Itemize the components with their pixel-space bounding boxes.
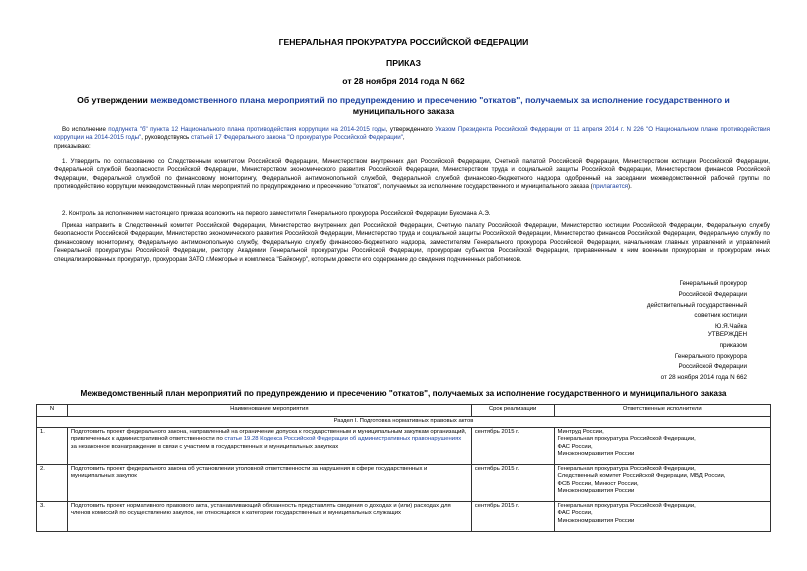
row-number: 1. [37, 427, 68, 464]
preamble-text: , руководствуясь [141, 134, 191, 142]
approval-line: УТВЕРЖДЕН [707, 331, 747, 338]
clause-1-text: 1. Утвердить по согласованию со Следственным комитетом Российской Федерации, Министерством внутренних дел Российской Федерации, Счетной палатой Российской Федерации, Министерством юстиции Российской Федерации, Федеральной службой безопасности Российской Федерации, Министерством экономического развития Российской Федерации, Министерством труда и социальной защиты Российской Федерации, Министерством финансов Российской Федерации, Федеральной службой по финансовому мониторингу, Федеральной антимонопольной службой, Федеральной службой финансово-бюджетного надзора одобренный на заседании межведомственной рабочей группы по противодействию коррупции межведомственный план мероприятий по предупреждению и пресечению "откатов", получаемых за исполнение государственного и муниципального заказа ( [54, 158, 770, 191]
clause-1 [54, 158, 770, 192]
signature-line: Генеральный прокурор [679, 280, 747, 287]
row-term: сентябрь 2015 г. [471, 464, 554, 501]
column-header-term: Срок реализации [471, 405, 554, 417]
section-title: Раздел I. Подготовка нормативных правовых актов [37, 417, 771, 428]
row-measure [67, 427, 471, 464]
row-executors [554, 427, 770, 464]
signature-line: действительный государственный [646, 301, 747, 309]
order-word: приказываю: [54, 142, 91, 150]
executor: Следственный комитет Российской Федерации, МВД России, [557, 473, 726, 480]
preamble-text: Во исполнение [62, 126, 109, 133]
column-header-name: Наименование мероприятия [67, 405, 471, 417]
preamble [54, 126, 770, 151]
clause-1-paragraph [54, 158, 770, 192]
preamble-text: , утвержденного [385, 126, 436, 133]
koap-article-link[interactable]: статье 19.28 Кодекса Российской Федерации об административных правонарушениях [224, 436, 462, 443]
approval-block [547, 330, 747, 384]
approval-line: Генерального прокурора [674, 352, 747, 360]
subject-suffix: муниципального заказа [352, 106, 455, 116]
clause-1-end: ). [628, 183, 632, 191]
law-article-link[interactable]: статьей 17 Федерального закона "О прокуратуре Российской Федерации" [190, 134, 403, 142]
executor: Минэкономразвития России [557, 517, 635, 524]
signature-line: Российской Федерации [678, 290, 747, 298]
document-date-number: от 28 ноября 2014 года N 662 [342, 76, 465, 86]
row-term: сентябрь 2015 г. [471, 427, 554, 464]
preamble-paragraph [54, 126, 770, 143]
clause-3 [54, 222, 770, 264]
clause-3-text: Приказ направить в Следственный комитет Российской Федерации, Министерство внутренних дел Российской Федерации, Счетную палату Российской Федерации, Министерство юстиции Российской Федерации, Федеральную службу безопасности Российской Федерации, Министерство экономического развития Российской Федерации, Министерство труда и социальной защиты Российской Федерации, Министерство финансов Российской Федерации, Федеральную службу по финансовому мониторингу, Федеральную антимонопольную службу, Федеральную службу финансово-бюджетного надзора, заместителям Генерального прокурора Российской Федерации, начальникам главных управлений и управлений Генеральной прокуратуры Российской Федерации, ректору Академии Генеральной прокуратуры Российской Федерации, прокурорам субъектов Российской Федерации, приравненным к ним военным прокурорам и прокурорам иных специализированных прокуратур, прокурорам ЗАТО г.Межгорье и комплекса "Байконур", которым довести его содержание до сведения подчиненных работников. [54, 222, 770, 263]
row-measure: Подготовить проект нормативного правового акта, устанавливающий обязанность представлять сведения о доходах и (или) расходах для членов комиссий по осуществлению закупок, не относящихся к категории государственных и муниципальных служащих [67, 501, 471, 531]
signature-line: Ю.Я.Чайка [714, 323, 747, 331]
measure-text: за незаконное вознаграждение в связи с участием в государственных и муниципальных закупках [70, 443, 339, 450]
executor: Минэкономразвития России [557, 451, 635, 458]
row-number: 2. [37, 464, 68, 501]
preamble-text: , [402, 134, 405, 142]
row-executors [554, 464, 770, 501]
executor: ФСБ России, Минюст России, [557, 480, 639, 487]
subject-link[interactable]: межведомственного плана мероприятий по предупреждению и пресечению "откатов", получаемых за исполнение государственного и [150, 95, 730, 105]
executor: Минтруд России, [557, 428, 604, 435]
approval-line: Российской Федерации [678, 363, 747, 371]
table-row [37, 501, 771, 531]
row-executors [554, 501, 770, 531]
signature-line: советник юстиции [694, 312, 747, 320]
clause-2-text: 2. Контроль за исполнением настоящего приказа возложить на первого заместителя Генерального прокурора Российской Федерации Буксмана А.Э. [62, 210, 491, 217]
executor: Генеральная прокуратура Российской Федерации, [557, 502, 696, 509]
measure-text: Подготовить проект федерального закона, направленный на ограничение допуска к государственным и муниципальным закупкам организаций, привлеченных к административной ответственности по [70, 428, 467, 443]
plan-table [36, 404, 771, 532]
signature-block [547, 279, 747, 333]
plan-title: Межведомственный план мероприятий по предупреждению и пресечению "откатов", получаемых за исполнение государственного и муниципального заказа [80, 389, 727, 398]
row-number: 3. [37, 501, 68, 531]
executor: Минэкономразвития России [557, 488, 635, 495]
section-row [37, 417, 771, 428]
organization-title: ГЕНЕРАЛЬНАЯ ПРОКУРАТУРА РОССИЙСКОЙ ФЕДЕРАЦИИ [278, 37, 529, 47]
subject-prefix: Об утверждении [77, 95, 151, 105]
annex-link[interactable]: прилагается [592, 183, 629, 191]
executor: ФАС России, [557, 443, 593, 450]
executor: ФАС России, [557, 510, 593, 517]
document-subject [60, 95, 747, 117]
table-header-row [37, 405, 771, 417]
table-row [37, 464, 771, 501]
approval-line: от 28 ноября 2014 года N 662 [660, 374, 747, 382]
row-term: сентябрь 2015 г. [471, 501, 554, 531]
clause-2 [54, 210, 770, 218]
executor: Генеральная прокуратура Российской Федерации, [557, 436, 696, 443]
executor: Генеральная прокуратура Российской Федерации, [557, 465, 696, 472]
column-header-executors: Ответственные исполнители [554, 405, 770, 417]
national-plan-link[interactable]: подпункта "б" пункта 12 Национального плана противодействия коррупции на 2014-2015 годы [108, 126, 386, 133]
table-row [37, 427, 771, 464]
row-measure: Подготовить проект федерального закона об установлении уголовной ответственности за нарушения в сфере государственных и муниципальных закупок [67, 464, 471, 501]
document-type: ПРИКАЗ [386, 58, 421, 68]
column-header-number: N [37, 405, 68, 417]
decree-link[interactable]: Указом Президента Российской Федерации от 11 апреля 2014 г. N 226 "О Национальном плане противодействия коррупции на 2014-2015 годы" [54, 126, 770, 142]
approval-line: приказом [719, 341, 747, 349]
